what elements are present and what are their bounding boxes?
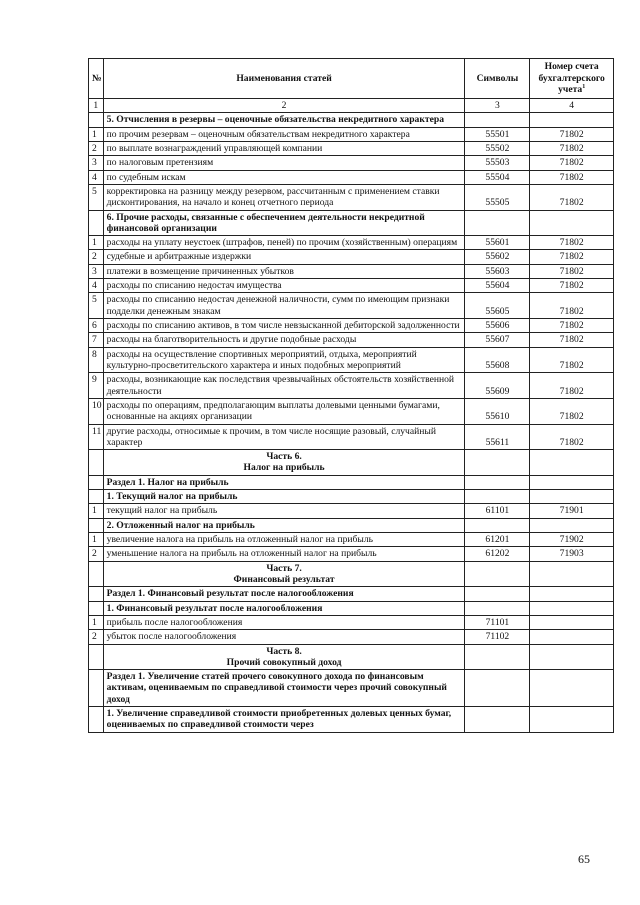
table-header-row	[89, 59, 614, 99]
table-row	[89, 533, 614, 547]
row-account: 71802	[530, 319, 614, 333]
table-row	[89, 424, 614, 450]
part-title: Налог на прибыль	[243, 462, 325, 474]
empty-cell	[465, 561, 530, 587]
section-heading: 6. Прочие расходы, связанные с обеспечением деятельности некредитной финансовой организации	[103, 210, 465, 236]
row-name: по прочим резервам – оценочным обязательствам некредитного характера	[103, 127, 465, 141]
row-name: по налоговым претензиям	[103, 156, 465, 170]
empty-cell	[89, 644, 104, 670]
row-number: 10	[89, 398, 104, 424]
row-name: уменьшение налога на прибыль на отложенный налог на прибыль	[103, 547, 465, 561]
row-symbol: 55601	[465, 236, 530, 250]
index-cell: 3	[465, 99, 530, 113]
table-row	[89, 319, 614, 333]
row-name: расходы по операциям, предполагающим выплаты долевыми ценными бумагами, основанные на акциях организации	[103, 398, 465, 424]
row-number: 5	[89, 293, 104, 319]
part-number: Часть 6.	[266, 451, 302, 463]
row-number: 9	[89, 373, 104, 399]
header-account	[530, 59, 614, 99]
section-heading-row	[89, 490, 614, 504]
header-account-footnote: 1	[582, 84, 586, 91]
row-symbol: 55504	[465, 170, 530, 184]
row-name: расходы по списанию недостач имущества	[103, 279, 465, 293]
empty-cell	[465, 707, 530, 733]
row-name: по судебным искам	[103, 170, 465, 184]
row-symbol: 55603	[465, 264, 530, 278]
section-heading: 5. Отчисления в резервы – оценочные обязательства некредитного характера	[103, 113, 465, 127]
section-heading-row	[89, 707, 614, 733]
table-row	[89, 615, 614, 629]
column-index-row	[89, 99, 614, 113]
page-number: 65	[578, 852, 590, 866]
row-symbol: 55605	[465, 293, 530, 319]
part-heading	[103, 561, 465, 587]
empty-cell	[530, 644, 614, 670]
empty-cell	[465, 601, 530, 615]
row-symbol: 61202	[465, 547, 530, 561]
row-account: 71802	[530, 141, 614, 155]
row-name: платежи в возмещение причиненных убытков	[103, 264, 465, 278]
header-num: №	[89, 59, 104, 99]
row-account: 71802	[530, 347, 614, 373]
row-number: 8	[89, 347, 104, 373]
row-symbol: 71101	[465, 615, 530, 629]
row-number: 1	[89, 236, 104, 250]
table-row	[89, 127, 614, 141]
empty-cell	[465, 490, 530, 504]
empty-cell	[89, 490, 104, 504]
row-number: 2	[89, 250, 104, 264]
row-symbol: 71102	[465, 630, 530, 644]
empty-cell	[89, 587, 104, 601]
row-symbol: 61101	[465, 504, 530, 518]
section-heading: Раздел 1. Налог на прибыль	[103, 475, 465, 489]
row-name: прибыль после налогообложения	[103, 615, 465, 629]
row-account: 71802	[530, 250, 614, 264]
table-row	[89, 236, 614, 250]
row-symbol: 55611	[465, 424, 530, 450]
empty-cell	[465, 518, 530, 532]
empty-cell	[89, 113, 104, 127]
table-row	[89, 264, 614, 278]
table-row	[89, 293, 614, 319]
row-number: 1	[89, 615, 104, 629]
row-number: 3	[89, 156, 104, 170]
empty-cell	[89, 210, 104, 236]
row-symbol: 55607	[465, 333, 530, 347]
part-number: Часть 7.	[266, 562, 302, 574]
row-account: 71802	[530, 184, 614, 210]
row-number: 2	[89, 630, 104, 644]
empty-cell	[89, 450, 104, 476]
row-symbol: 55608	[465, 347, 530, 373]
row-account: 71802	[530, 279, 614, 293]
row-name: расходы, возникающие как последствия чрезвычайных обстоятельств хозяйственной деятельности	[103, 373, 465, 399]
row-symbol: 61201	[465, 533, 530, 547]
empty-cell	[530, 518, 614, 532]
table-row	[89, 398, 614, 424]
empty-cell	[530, 450, 614, 476]
section-heading: Раздел 1. Финансовый результат после налогообложения	[103, 587, 465, 601]
row-account	[530, 615, 614, 629]
row-number: 1	[89, 533, 104, 547]
header-symbols: Символы	[465, 59, 530, 99]
empty-cell	[89, 707, 104, 733]
section-heading-row	[89, 601, 614, 615]
row-name: убыток после налогообложения	[103, 630, 465, 644]
part-number: Часть 8.	[266, 645, 302, 657]
row-symbol: 55610	[465, 398, 530, 424]
empty-cell	[530, 561, 614, 587]
row-name: расходы на осуществление спортивных мероприятий, отдыха, мероприятий культурно-просветительского характера и иных подобных мероприятий	[103, 347, 465, 373]
part-heading	[103, 450, 465, 476]
row-number: 1	[89, 504, 104, 518]
header-account-line3: учета	[558, 84, 583, 96]
empty-cell	[89, 670, 104, 707]
row-account: 71802	[530, 424, 614, 450]
section-heading: 1. Финансовый результат после налогообложения	[103, 601, 465, 615]
part-heading-row	[89, 644, 614, 670]
table-body	[89, 113, 614, 732]
row-name: расходы на уплату неустоек (штрафов, пеней) по прочим (хозяйственным) операциям	[103, 236, 465, 250]
row-name: другие расходы, относимые к прочим, в том числе носящие разовый, случайный характер	[103, 424, 465, 450]
table-row	[89, 547, 614, 561]
table-row	[89, 373, 614, 399]
table-row	[89, 630, 614, 644]
row-number: 11	[89, 424, 104, 450]
header-account-line1: Номер счета	[544, 61, 599, 73]
section-heading-row	[89, 113, 614, 127]
section-heading-row	[89, 210, 614, 236]
table-row	[89, 184, 614, 210]
row-name: судебные и арбитражные издержки	[103, 250, 465, 264]
section-heading: 1. Увеличение справедливой стоимости приобретенных долевых ценных бумаг, оцениваемых по справедливой стоимости через	[103, 707, 465, 733]
row-number: 6	[89, 319, 104, 333]
header-account-line2: бухгалтерского	[538, 72, 605, 84]
row-name: увеличение налога на прибыль на отложенный налог на прибыль	[103, 533, 465, 547]
row-account: 71802	[530, 333, 614, 347]
row-number: 5	[89, 184, 104, 210]
row-number: 7	[89, 333, 104, 347]
table-row	[89, 333, 614, 347]
row-symbol: 55604	[465, 279, 530, 293]
empty-cell	[530, 475, 614, 489]
empty-cell	[465, 210, 530, 236]
section-heading-row	[89, 518, 614, 532]
part-heading-row	[89, 561, 614, 587]
empty-cell	[89, 561, 104, 587]
row-symbol: 55501	[465, 127, 530, 141]
table-row	[89, 279, 614, 293]
empty-cell	[530, 670, 614, 707]
section-heading-row	[89, 587, 614, 601]
section-heading-row	[89, 670, 614, 707]
table-row	[89, 170, 614, 184]
row-account: 71903	[530, 547, 614, 561]
row-account: 71802	[530, 293, 614, 319]
row-symbol: 55503	[465, 156, 530, 170]
empty-cell	[530, 490, 614, 504]
empty-cell	[465, 587, 530, 601]
header-name: Наименования статей	[103, 59, 465, 99]
row-number: 2	[89, 547, 104, 561]
row-name: по выплате вознаграждений управляющей компании	[103, 141, 465, 155]
row-account: 71802	[530, 398, 614, 424]
empty-cell	[89, 601, 104, 615]
index-cell: 1	[89, 99, 104, 113]
table-row	[89, 156, 614, 170]
row-name: корректировка на разницу между резервом, рассчитанным с применением ставки дисконтирования, на начало и конец отчетного периода	[103, 184, 465, 210]
part-title: Финансовый результат	[233, 573, 335, 585]
part-heading	[103, 644, 465, 670]
table-row	[89, 141, 614, 155]
row-name: расходы по списанию активов, в том числе невзысканной дебиторской задолженности	[103, 319, 465, 333]
empty-cell	[89, 518, 104, 532]
row-account: 71902	[530, 533, 614, 547]
row-account: 71802	[530, 264, 614, 278]
row-account: 71901	[530, 504, 614, 518]
section-heading-row	[89, 475, 614, 489]
row-symbol: 55606	[465, 319, 530, 333]
empty-cell	[465, 113, 530, 127]
row-number: 3	[89, 264, 104, 278]
empty-cell	[530, 210, 614, 236]
empty-cell	[530, 601, 614, 615]
row-symbol: 55609	[465, 373, 530, 399]
row-account: 71802	[530, 373, 614, 399]
empty-cell	[465, 644, 530, 670]
row-account: 71802	[530, 156, 614, 170]
empty-cell	[465, 475, 530, 489]
index-cell: 2	[103, 99, 465, 113]
part-heading-row	[89, 450, 614, 476]
row-name: расходы по списанию недостач денежной наличности, сумм по имеющим признаки подделки денежным знакам	[103, 293, 465, 319]
row-name: текущий налог на прибыль	[103, 504, 465, 518]
row-account: 71802	[530, 170, 614, 184]
section-heading: Раздел 1. Увеличение статей прочего совокупного дохода по финансовым активам, оцениваемым по справедливой стоимости через прочий совокупный доход	[103, 670, 465, 707]
empty-cell	[465, 670, 530, 707]
row-account: 71802	[530, 236, 614, 250]
table-row	[89, 504, 614, 518]
row-number: 2	[89, 141, 104, 155]
row-account	[530, 630, 614, 644]
row-name: расходы на благотворительность и другие подобные расходы	[103, 333, 465, 347]
section-heading: 1. Текущий налог на прибыль	[103, 490, 465, 504]
row-number: 1	[89, 127, 104, 141]
empty-cell	[530, 707, 614, 733]
row-symbol: 55505	[465, 184, 530, 210]
row-number: 4	[89, 170, 104, 184]
row-symbol: 55602	[465, 250, 530, 264]
accounts-table	[88, 58, 614, 733]
empty-cell	[530, 587, 614, 601]
row-account: 71802	[530, 127, 614, 141]
empty-cell	[465, 450, 530, 476]
empty-cell	[530, 113, 614, 127]
table-row	[89, 347, 614, 373]
empty-cell	[89, 475, 104, 489]
section-heading: 2. Отложенный налог на прибыль	[103, 518, 465, 532]
row-symbol: 55502	[465, 141, 530, 155]
index-cell: 4	[530, 99, 614, 113]
table-row	[89, 250, 614, 264]
row-number: 4	[89, 279, 104, 293]
part-title: Прочий совокупный доход	[226, 656, 342, 668]
